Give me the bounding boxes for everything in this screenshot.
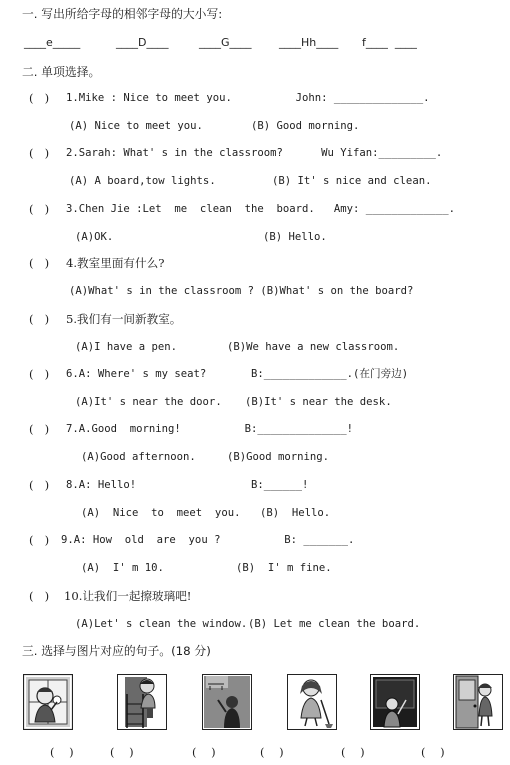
- answer-paren-q6[interactable]: ( ): [29, 367, 50, 381]
- question-5-option-b: (B)We have a new classroom.: [227, 341, 400, 353]
- answer-paren-q4[interactable]: ( ): [29, 256, 50, 270]
- question-1-option-a: (A) Nice to meet you.: [69, 120, 203, 132]
- question-3-stem: 3.Chen Jie :Let me clean the board. Amy: _____________.: [66, 203, 456, 215]
- question-10-option-b: (B) Let me clean the board.: [248, 618, 421, 630]
- question-6-stem: 6.A: Where' s my seat? B:_____________.(在门旁边): [66, 368, 409, 380]
- question-6-option-b: (B)It' s near the desk.: [245, 396, 392, 408]
- boy-cleaning-window-picture: [23, 674, 73, 730]
- question-2-option-b: (B) It' s nice and clean.: [272, 175, 432, 187]
- girl-sweeping-floor-picture: [287, 674, 337, 730]
- question-1-stem: 1.Mike : Nice to meet you. John: ______________.: [66, 92, 430, 104]
- question-8-option-a: (A) Nice to meet you.: [81, 507, 241, 519]
- boy-at-blackboard-picture: [370, 674, 420, 730]
- picture-1-answer-paren[interactable]: ( ): [50, 745, 74, 759]
- question-9-stem: 9.A: How old are you ? B: _______.: [61, 534, 355, 546]
- section1-title: 一. 写出所给字母的相邻字母的大小写:: [22, 7, 223, 21]
- letter-blank-4[interactable]: ____Hh____: [279, 36, 339, 49]
- answer-paren-q8[interactable]: ( ): [29, 478, 50, 492]
- question-8-option-b: (B) Hello.: [260, 507, 331, 519]
- answer-paren-q7[interactable]: ( ): [29, 422, 50, 436]
- question-9-option-a: (A) I' m 10.: [81, 562, 164, 574]
- letter-blank-3[interactable]: ____G____: [199, 36, 252, 49]
- question-3-option-b: (B) Hello.: [263, 231, 327, 243]
- picture-2-answer-paren[interactable]: ( ): [110, 745, 134, 759]
- question-2-stem: 2.Sarah: What' s in the classroom? Wu Yifan:_________.: [66, 147, 443, 159]
- question-7-stem: 7.A.Good morning! B:______________!: [66, 423, 354, 435]
- question-2-option-a: (A) A board,tow lights.: [69, 175, 216, 187]
- picture-5-answer-paren[interactable]: ( ): [341, 745, 365, 759]
- question-4-options: (A)What' s in the classroom ? (B)What' s on the board?: [69, 285, 414, 297]
- letter-blank-1[interactable]: ____e_____: [24, 36, 81, 49]
- person-turning-on-light-picture: [202, 674, 252, 730]
- section2-title: 二. 单项选择。: [22, 65, 101, 79]
- answer-paren-q5[interactable]: ( ): [29, 312, 50, 326]
- answer-paren-q2[interactable]: ( ): [29, 146, 50, 160]
- answer-paren-q1[interactable]: ( ): [29, 91, 50, 105]
- question-10-option-a: (A)Let' s clean the window.: [75, 618, 248, 630]
- girl-at-door-picture: [453, 674, 503, 730]
- picture-3-answer-paren[interactable]: ( ): [192, 745, 216, 759]
- question-5-option-a: (A)I have a pen.: [75, 341, 178, 353]
- answer-paren-q9[interactable]: ( ): [29, 533, 50, 547]
- letter-blank-5[interactable]: f____ ____: [362, 36, 417, 49]
- letter-blank-2[interactable]: ____D____: [116, 36, 169, 49]
- section3-title: 三. 选择与图片对应的句子。(18 分): [22, 644, 211, 658]
- picture-4-answer-paren[interactable]: ( ): [260, 745, 284, 759]
- question-7-option-b: (B)Good morning.: [227, 451, 330, 463]
- girl-on-ladder-picture: [117, 674, 167, 730]
- question-3-option-a: (A)OK.: [75, 231, 114, 243]
- answer-paren-q10[interactable]: ( ): [29, 589, 50, 603]
- question-6-option-a: (A)It' s near the door.: [75, 396, 222, 408]
- question-10-stem: 10.让我们一起擦玻璃吧!: [64, 589, 192, 603]
- question-9-option-b: (B) I' m fine.: [236, 562, 332, 574]
- question-5-stem: 5.我们有一间新教室。: [66, 312, 182, 326]
- question-4-stem: 4.教室里面有什么?: [66, 256, 165, 270]
- question-8-stem: 8.A: Hello! B:______!: [66, 479, 309, 491]
- question-1-option-b: (B) Good morning.: [251, 120, 360, 132]
- question-7-option-a: (A)Good afternoon.: [81, 451, 196, 463]
- answer-paren-q3[interactable]: ( ): [29, 202, 50, 216]
- picture-6-answer-paren[interactable]: ( ): [421, 745, 445, 759]
